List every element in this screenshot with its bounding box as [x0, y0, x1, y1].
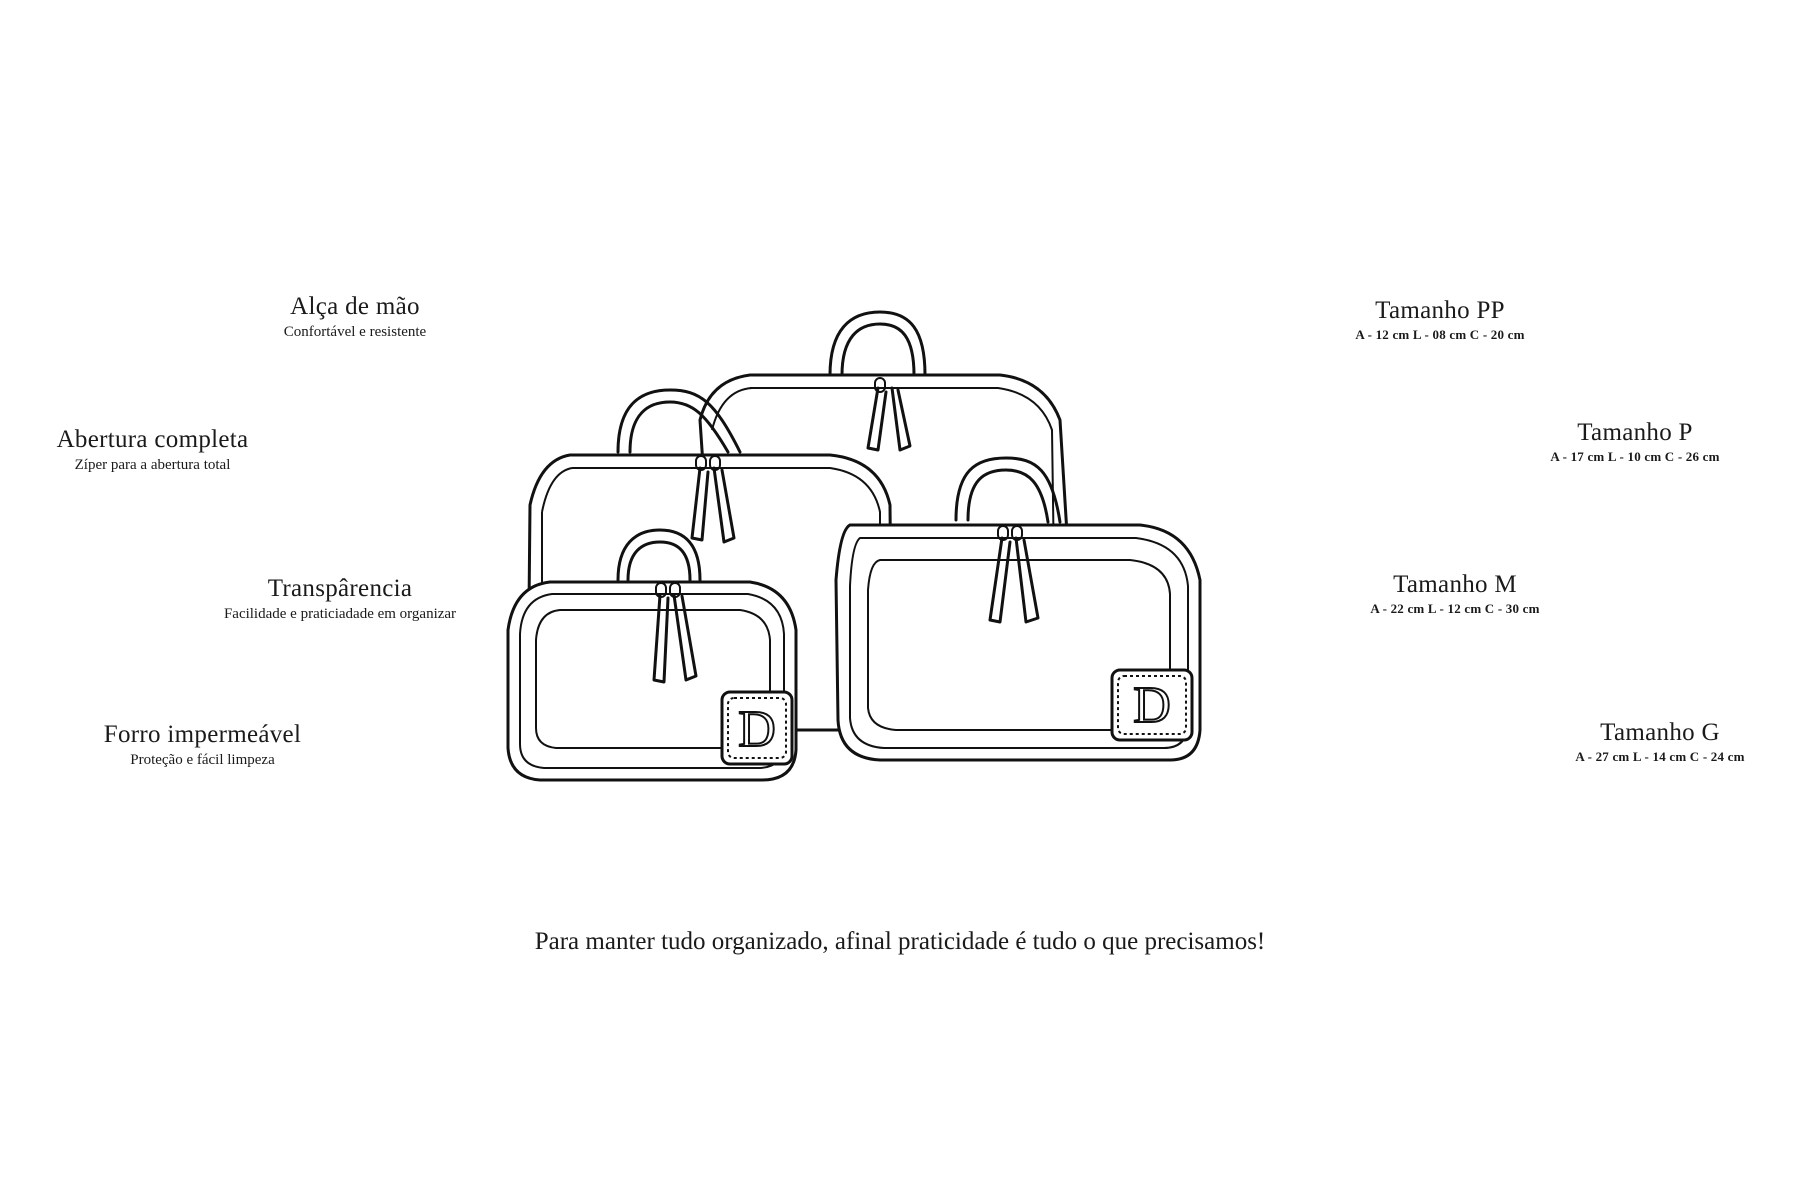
- size-dimensions: A - 12 cm L - 08 cm C - 20 cm: [1355, 327, 1525, 342]
- feature-subtitle: Facilidade e praticiadade em organizar: [223, 606, 457, 622]
- feature-opening: [30, 425, 275, 475]
- size-m: [1335, 570, 1575, 618]
- logo-letter: D: [738, 701, 776, 758]
- feature-subtitle: Proteção e fácil limpeza: [130, 752, 275, 768]
- size-g: [1540, 718, 1780, 766]
- bags-illustration: [500, 290, 1280, 810]
- feature-lining: [80, 720, 325, 770]
- size-title: Tamanho PP: [1375, 297, 1505, 324]
- size-dimensions: A - 27 cm L - 14 cm C - 24 cm: [1575, 749, 1745, 764]
- size-title: Tamanho G: [1600, 719, 1720, 746]
- size-title: Tamanho P: [1577, 419, 1693, 446]
- size-title: Tamanho M: [1393, 571, 1517, 598]
- logo-letter: D: [1133, 677, 1171, 734]
- feature-title: Forro impermeável: [103, 721, 302, 748]
- size-dimensions: A - 22 cm L - 12 cm C - 30 cm: [1370, 601, 1540, 616]
- size-dimensions: A - 17 cm L - 10 cm C - 26 cm: [1550, 449, 1720, 464]
- feature-transparency: [190, 574, 490, 624]
- size-pp: [1320, 296, 1560, 344]
- feature-handle: [240, 292, 470, 342]
- feature-subtitle: Zíper para a abertura total: [74, 457, 231, 473]
- feature-subtitle: Confortável e resistente: [283, 324, 427, 340]
- tagline: Para manter tudo organizado, afinal praticidade é tudo o que precisamos!: [534, 928, 1266, 955]
- feature-title: Alça de mão: [290, 293, 420, 320]
- feature-title: Abertura completa: [56, 426, 249, 453]
- feature-title: Transpârencia: [267, 575, 413, 602]
- size-p: [1515, 418, 1755, 466]
